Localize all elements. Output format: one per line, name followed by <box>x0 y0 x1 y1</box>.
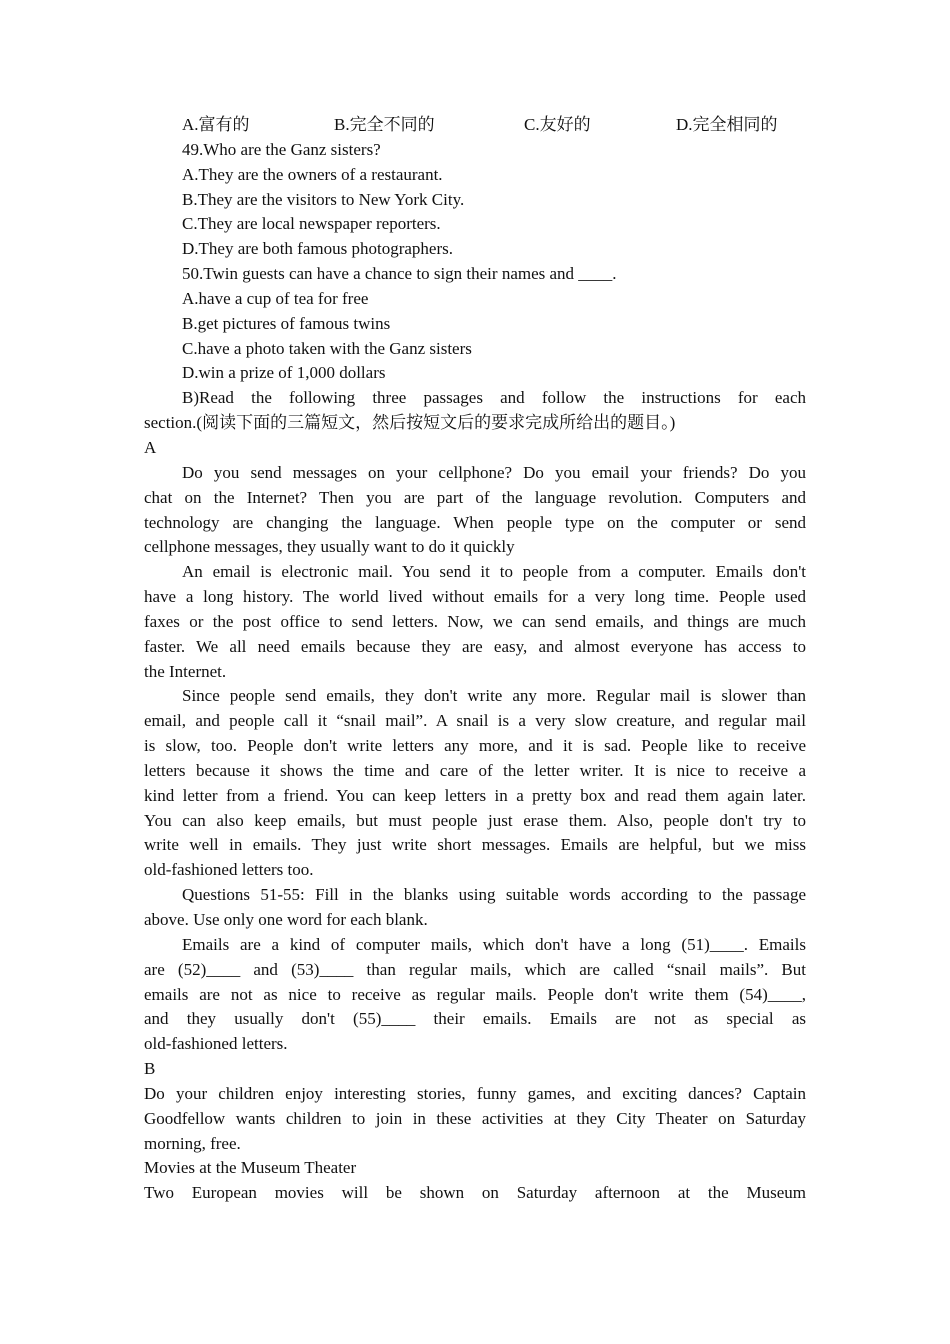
q50-option-a: A.have a cup of tea for free <box>182 288 369 308</box>
summary-line: and they usually don't (55)____ their emails. Emails are not as special as <box>144 1009 806 1029</box>
summary-line: old-fashioned letters. <box>144 1034 288 1054</box>
passage-a-p3-line: write well in emails. They just write short messages. Emails are helpful, but we miss <box>144 835 806 855</box>
passage-a-p3-line: email, and people call it “snail mail”. A snail is a very slow creature, and regular mail <box>144 711 806 731</box>
q48-option-a: A.富有的 <box>182 115 250 134</box>
summary-line: Emails are a kind of computer mails, which don't have a long (51)____. Emails <box>182 934 806 954</box>
q50-question: 50.Twin guests can have a chance to sign their names and ____. <box>182 264 617 284</box>
summary-line: emails are not as nice to receive as regular mails. People don't write them (54)____, <box>144 984 806 1004</box>
passage-a-p3-line: old-fashioned letters too. <box>144 860 314 880</box>
q49-option-b: B.They are the visitors to New York City. <box>182 189 465 209</box>
questions-51-55-instruction-line: Questions 51-55: Fill in the blanks using suitable words according to the passage <box>182 885 806 905</box>
passage-a-p3-line: is slow, too. People don't write letters any more, and it is sad. People like to receive <box>144 736 806 756</box>
passage-b-p1-line: morning, free. <box>144 1133 241 1153</box>
q48-option-c: C.友好的 <box>524 115 591 134</box>
passage-a-p1-line: cellphone messages, they usually want to do it quickly <box>144 537 515 557</box>
passage-a-p2-line: the Internet. <box>144 661 227 681</box>
passage-a-p1-line: chat on the Internet? Then you are part of the language revolution. Computers and <box>144 487 806 507</box>
q49-option-c: C.They are local newspaper reporters. <box>182 214 441 234</box>
passage-a-p3-line: letters because it shows the time and care of the letter writer. It is nice to receive a <box>144 760 806 780</box>
passage-a-p2-line: faxes or the post office to send letters. Now, we can send emails, and things are much <box>144 611 806 631</box>
section-b-instruction-line: B)Read the following three passages and follow the instructions for each <box>182 388 806 408</box>
passage-b-heading: Movies at the Museum Theater <box>144 1158 357 1178</box>
passage-b-label: B <box>144 1059 156 1079</box>
q48-option-b: B.完全不同的 <box>334 115 435 134</box>
q49-option-d: D.They are both famous photographers. <box>182 239 453 259</box>
section-b-instruction-line: section.(阅读下面的三篇短文，然后按短文后的要求完成所给出的题目。) <box>144 413 676 433</box>
passage-a-p2-line: faster. We all need emails because they are easy, and almost everyone has access to <box>144 636 806 656</box>
passage-a-p3-line: Since people send emails, they don't write any more. Regular mail is slower than <box>182 686 806 706</box>
passage-b-p1-line: Do your children enjoy interesting stories, funny games, and exciting dances? Captain <box>144 1083 806 1103</box>
passage-b-p1-line: Goodfellow wants children to join in these activities at they City Theater on Saturday <box>144 1108 806 1128</box>
q49-question: 49.Who are the Ganz sisters? <box>182 139 381 159</box>
q50-option-d: D.win a prize of 1,000 dollars <box>182 363 386 383</box>
passage-a-label: A <box>144 437 157 457</box>
q49-option-a: A.They are the owners of a restaurant. <box>182 164 443 184</box>
questions-51-55-instruction-line: above. Use only one word for each blank. <box>144 910 428 929</box>
q48-options <box>144 113 806 138</box>
passage-a-p1-line: technology are changing the language. When people type on the computer or send <box>144 512 806 532</box>
passage-a-p2-line: have a long history. The world lived without emails for a very long time. People used <box>144 587 806 607</box>
passage-a-p1-line: Do you send messages on your cellphone? Do you email your friends? Do you <box>182 462 806 482</box>
document-body <box>144 113 806 1206</box>
passage-a-p3-line: kind letter from a friend. You can keep letters in a pretty box and read them again later. <box>144 785 806 805</box>
passage-a-p3-line: You can also keep emails, but must people just erase them. Also, people don't try to <box>144 810 806 830</box>
q50-option-b: B.get pictures of famous twins <box>182 313 391 333</box>
passage-a-p2-line: An email is electronic mail. You send it to people from a computer. Emails don't <box>182 562 806 582</box>
q48-option-d: D.完全相同的 <box>676 115 778 134</box>
q50-option-c: C.have a photo taken with the Ganz sisters <box>182 338 472 358</box>
summary-line: are (52)____ and (53)____ than regular mails, which are called “snail mails”. But <box>144 959 806 979</box>
passage-b-p2-line: Two European movies will be shown on Saturday afternoon at the Museum <box>144 1183 806 1203</box>
